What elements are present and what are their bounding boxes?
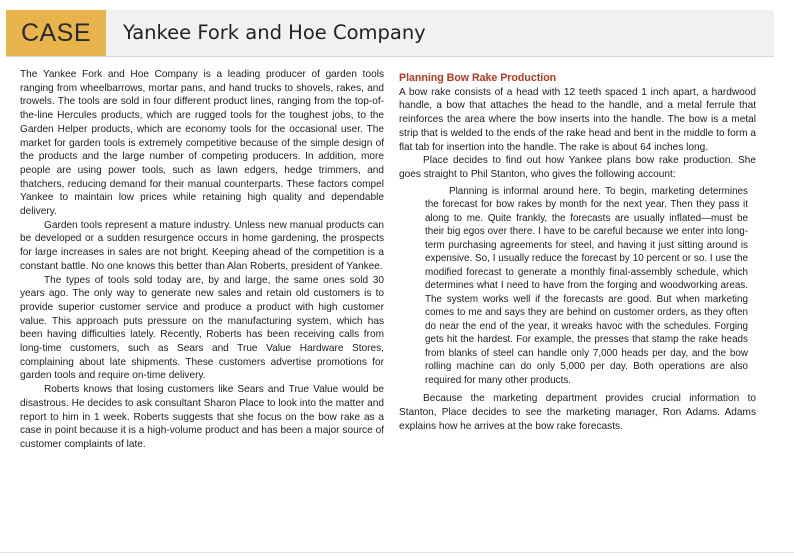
case-title: Yankee Fork and Hoe Company xyxy=(123,21,426,44)
stanton-quote: Planning is informal around here. To begin, marketing determines the forecast for bow rakes by month for the next year. Then they pass it along to me. Quite frankly, the forecasts are usually inflated—must be their big egos over there. I have to be careful because we enter into long-term purchasing agreements for steel, and having it just sitting around is expensive. So, I usually reduce the forecast by 10 percent or so. I use the modified forecast to generate a monthly final-assembly schedule, which determines what I need to have from the forging and woodworking areas. The system works well if the forecasts are good. But when marketing comes to me and says they are behind on customer orders, as they often do near the end of the year, it wreaks havoc with the schedules. Forging gets hit the hardest. For example, the presses that stamp the rake heads from blanks of steel can handle only 7,000 heads per day, and the bow rolling machine can do only 5,000 per day. Both operations are also required for many other products. xyxy=(425,185,748,386)
case-header xyxy=(6,10,774,57)
closing-paragraph: Because the marketing department provides crucial information to Stanton, Place decides to see the marketing manager, Ron Adams. Adams explains how he arrives at the bow rake forecasts. xyxy=(399,393,756,432)
bow-rake-paragraph: A bow rake consists of a head with 12 teeth spaced 1 inch apart, a hardwood handle, a bow that attaches the head to the handle, and a metal ferrule that reinforces the area where the bow inserts into the handle. The bow is a metal strip that is welded to the ends of the rake head and bent in the middle to form a flat tab for insertion into the handle. The rake is about 64 inches long. xyxy=(399,86,756,153)
left-column xyxy=(20,68,384,452)
industry-paragraph: Garden tools represent a mature industry. Unless new manual products can be developed or a sudden resurgence occurs in home gardening, the prospects for large increases in sales are not bright. Keeping ahead of the competition is a constant battle. No one knows this better than Alan Roberts, president of Yankee. xyxy=(20,219,384,272)
place-paragraph: Place decides to find out how Yankee plans bow rake production. She goes straight to Phil Stanton, who gives the following account: xyxy=(399,155,756,180)
case-label: CASE xyxy=(6,10,106,56)
intro-paragraph: The Yankee Fork and Hoe Company is a leading producer of garden tools ranging from wheelbarrows, mortar pans, and hand trucks to shovels, rakes, and trowels. The tools are sold in four different product lines, ranging from the top-of-the-line Hercules products, which are rugged tools for the toughest jobs, to the Garden Helper products, which are economy tools for the occasional user. The market for garden tools is extremely competitive because of the simple design of the products and the large number of competing producers. In addition, more people are using power tools, such as lawn edgers, hedge trimmers, and thatchers, reducing demand for their manual counterparts. These factors compel Yankee to maintain low prices while retaining high quality and dependable delivery. xyxy=(20,69,384,218)
roberts-paragraph: Roberts knows that losing customers like Sears and True Value would be disastrous. He decides to ask consultant Sharon Place to look into the matter and report to him in 1 week. Roberts suggests that she focus on the bow rake as a case in point because it is a high-volume product and has been a major source of customer complaints of late. xyxy=(20,384,384,450)
tools-paragraph: The types of tools sold today are, by and large, the same ones sold 30 years ago. The only way to generate new sales and retain old customers is to provide superior customer service and produce a product with high customer value. This approach puts pressure on the manufacturing system, which has been having difficulties lately. Recently, Roberts has been receiving calls from long-time customers, such as Sears and True Value Hardware Stores, complaining about late shipments. These customers advertise promotions for garden tools and require on-time delivery. xyxy=(20,274,384,382)
right-column xyxy=(399,72,756,433)
section-heading: Planning Bow Rake Production xyxy=(399,72,557,84)
bottom-divider xyxy=(0,552,794,553)
